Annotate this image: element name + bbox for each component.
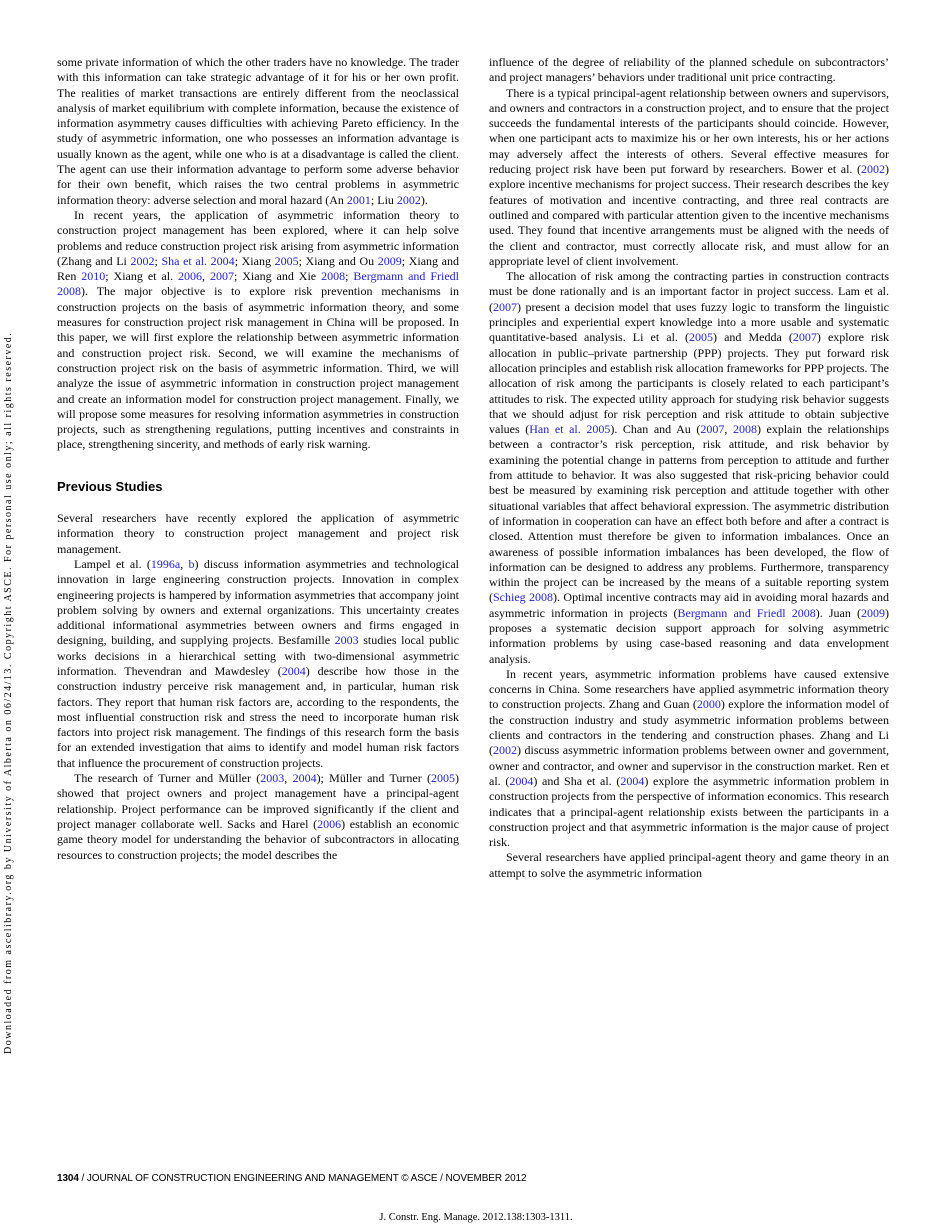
text-run: The allocation of risk among the contracting parties in construction contracts must be done rationally and is an important factor in project success. Lam et al. ( bbox=[489, 269, 889, 314]
text-run: ) and Medda ( bbox=[713, 330, 793, 345]
citation-link[interactable]: b bbox=[188, 556, 195, 571]
paragraph bbox=[489, 86, 889, 270]
paragraph bbox=[57, 771, 459, 863]
text-run: Several researchers have applied principal-agent theory and game theory in an attempt to solve the asymmetric information bbox=[489, 850, 889, 880]
section-heading: Previous Studies bbox=[57, 478, 163, 494]
text-run: There is a typical principal-agent relationship between owners and supervisors, and owners and contractors in a construction project, and to ensure that the project succeeds the fundamental interests of the participants should coincide. However, when one participant acts to maximize his or her own interests, his or her actions may adversely affect the interests of others. Several effective measures for reducing project risk have been put forward by researchers. Bower et al. ( bbox=[489, 85, 889, 177]
text-run: some private information of which the other traders have no knowledge. The trader with this information can take strategic advantage of it for his or her own profit. The realities of market transactions are entirely different from the neoclassical analysis of market equilibrium with complete information, because the existence of information asymmetry causes difficulties with achieving Pareto efficiency. In the study of asymmetric information, one who possesses an information advantage is usually known as the agent, while one who is at a disadvantage is called the client. The agent can use their information advantage to perform some adverse behavior for their own benefit, which raises the two central problems in asymmetric information theory: adverse selection and moral hazard (An bbox=[57, 55, 459, 207]
paragraph bbox=[489, 55, 889, 86]
journal-name-text: / JOURNAL OF CONSTRUCTION ENGINEERING AND MANAGEMENT © ASCE / NOVEMBER 2012 bbox=[78, 1173, 527, 1184]
text-run: ). Chan and Au ( bbox=[610, 422, 701, 437]
text-run: ; Xiang and Xie bbox=[233, 269, 322, 284]
download-copyright-sidebar-text: Downloaded from ascelibrary.org by University of Alberta on 06/24/13. Copyright ASCE. For personal use only; all rights reserved. bbox=[3, 331, 14, 1054]
paragraph bbox=[489, 269, 889, 667]
text-run: , bbox=[724, 422, 733, 437]
citation-link[interactable]: 2003 bbox=[260, 771, 285, 786]
text-run: ) explore risk allocation in public–private partnership (PPP) projects. They put forward risk allocation principles and establish risk allocation frameworks for PPP projects. The allocation of risk among the participants is closely related to each participant’s attitudes to risk. The expected utility approach for studying risk behavior suggests that we should adjust for risk perception and risk attitude to obtain subjective values ( bbox=[489, 330, 890, 437]
paragraph bbox=[57, 208, 459, 453]
text-run: ) explain the relationships between a contractor’s risk perception, risk attitude, and risk behavior by examining the potential change in patterns from perception to attitude and further from attitude to behavior. It was also suggested that risk-pricing behavior could best be measured by examining risk perception and attitude together with other situational variables that affect behavioral expression. The asymmetric distribution of information in cooperation can have an effect both before and after a contract is closed. Attention must therefore be given to information imbalances. Once an awareness of possible information imbalances has been developed, the flow of information can be designed to address any problems. Furthermore, transparency within the project can be increased by the means of a suitable reporting system ( bbox=[489, 422, 890, 605]
citation-link[interactable]: 2007 bbox=[209, 269, 234, 284]
text-run: ). bbox=[420, 192, 428, 207]
text-run: , bbox=[180, 556, 189, 571]
text-run: ; bbox=[154, 253, 162, 268]
text-run: ) present a decision model that uses fuzzy logic to transform the linguistic principles and experiential expert knowledge into a more usable and systematic quantitative-based analysis. Li et al. ( bbox=[489, 299, 889, 345]
text-run: ) establish an economic game theory model for understanding the behavior of subcontractors in allocating resources to construction projects; the model describes the bbox=[57, 816, 459, 862]
paragraph bbox=[57, 55, 459, 208]
citation-link[interactable]: 2001 bbox=[346, 192, 371, 207]
text-run: ) discuss asymmetric information problems between owner and government, owner and contractor, and owner and supervisor in the construction market. Ren et al. ( bbox=[489, 743, 889, 788]
text-run: ). The major objective is to explore risk prevention mechanisms in construction projects on the basis of asymmetric information theory, and some measures for construction project risk management in China will be proposed. In this paper, we will first explore the relationship between asymmetric information and construction project risk. Second, we will examine the mechanisms of construction project risk on the basis of asymmetric information. Third, we will analyze the issue of asymmetric information in construction project management and create an information model for construction project management. Finally, we will propose some measures for resolving information asymmetries in construction projects, such as strengthening regulations, putting incentives and constraints in place, strengthening sincerity, and methods of early risk warning. bbox=[57, 284, 459, 452]
citation-link[interactable]: 2009 bbox=[861, 605, 885, 620]
citation-link[interactable]: 2002 bbox=[396, 192, 421, 207]
text-run: ) showed that project owners and project management have a principal-agent relationship. Project performance can be improved significantly if the client and project manager collaborate well. Sacks and Harel ( bbox=[57, 771, 459, 831]
text-run: ) explore the asymmetric information problem in construction projects from the perspective of information economics. This research indicates that a principal-agent relationship exists between the participants in a construction project and that asymmetric information is the major cause of project risk. bbox=[489, 773, 890, 850]
citation-link[interactable]: 2007 bbox=[700, 422, 725, 437]
citation-link[interactable]: 2002 bbox=[493, 743, 517, 758]
citation-link[interactable]: 1996a bbox=[150, 556, 181, 571]
citation-link[interactable]: 2005 bbox=[274, 253, 299, 268]
text-run: , bbox=[284, 771, 293, 786]
text-run: studies local public works decisions in a hierarchical setting with two-dimensional asymmetric information. Thevendran and Mawdesley ( bbox=[57, 633, 459, 678]
citation-link[interactable]: 2003 bbox=[334, 633, 359, 648]
paragraph bbox=[489, 667, 889, 851]
citation-link[interactable]: Han et al. 2005 bbox=[529, 422, 611, 437]
text-run: ; bbox=[345, 269, 354, 284]
text-run: In recent years, asymmetric information problems have caused extensive concerns in China. Some researchers have applied asymmetric information theory to construction projects. Zhang and Guan ( bbox=[489, 666, 889, 712]
left-text-column bbox=[57, 55, 459, 863]
citation-link[interactable]: 2004 bbox=[509, 773, 534, 788]
text-run: In recent years, the application of asymmetric information theory to construction project management has been explored, where it can help solve problems and reduce construction project risk arising from asymmetric information (Zhang and Li bbox=[57, 207, 459, 268]
citation-link[interactable]: 2005 bbox=[431, 771, 455, 786]
text-run: ; Xiang and Ou bbox=[298, 253, 378, 268]
citation-link[interactable]: Bergmann and Friedl 2008 bbox=[677, 605, 816, 620]
citation-link[interactable]: 2008 bbox=[732, 422, 757, 437]
citation-link[interactable]: 2006 bbox=[317, 816, 342, 831]
text-run: ) proposes a systematic decision support approach for solving asymmetric information problems by using case-based reasoning and data envelopment analysis. bbox=[489, 605, 889, 666]
citation-link[interactable]: Sha et al. 2004 bbox=[161, 253, 235, 268]
text-run: , bbox=[202, 269, 210, 284]
text-run: ; Xiang and Ren bbox=[57, 253, 459, 284]
text-run: ; Xiang bbox=[234, 253, 275, 268]
text-run: ) explore the information model of the construction industry and study asymmetric information problems between clients and contractors in the tendering and construction phases. Zhang and Li ( bbox=[489, 697, 889, 758]
citation-link[interactable]: 2009 bbox=[377, 253, 402, 268]
citation-link[interactable]: 2007 bbox=[792, 330, 817, 345]
text-run: influence of the degree of reliability of the planned schedule on subcontractors’ and project managers’ behaviors under traditional unit price contracting. bbox=[489, 55, 889, 85]
citation-link[interactable]: 2005 bbox=[689, 330, 713, 345]
text-run: ; Liu bbox=[370, 192, 397, 207]
text-run: Several researchers have recently explored the application of asymmetric information theory to construction project management and project risk management. bbox=[57, 511, 459, 556]
citation-link[interactable]: 2002 bbox=[861, 162, 885, 177]
right-text-column bbox=[489, 55, 889, 881]
text-run: ) and Sha et al. ( bbox=[533, 773, 621, 788]
citation-link[interactable]: Schieg 2008 bbox=[493, 590, 554, 605]
text-run: ) describe how those in the construction industry perceive risk management and, in particular, human risk factors. They report that human risk factors are, according to the respondents, the most influential construction risk and stress the need to incorporate human risk factors into project risk management. The findings of this research form the basis for an extended investigation that aims to identify and model human risk factors that influence the procurement of construction projects. bbox=[57, 663, 459, 770]
text-run: ) explore incentive mechanisms for project success. Their research describes the key features of motivation and incentive contracting, and three real contracts are outlined and compared with particular attention given to the incentive mechanisms used. They found that incentive arrangements must be aligned with the needs of the client and contractor, must correctly allocate risk, and must allow for an appropriate level of client involvement. bbox=[489, 162, 889, 268]
paragraph bbox=[489, 850, 889, 881]
citation-link[interactable]: 2004 bbox=[620, 773, 645, 788]
text-run: ). Juan ( bbox=[815, 605, 861, 620]
citation-link[interactable]: 2004 bbox=[281, 663, 306, 678]
citation-link[interactable]: 2002 bbox=[130, 253, 155, 268]
text-run: ); Müller and Turner ( bbox=[316, 771, 431, 786]
citation-link[interactable]: 2010 bbox=[81, 269, 106, 284]
citation-link[interactable]: 2007 bbox=[493, 299, 517, 314]
citation-link[interactable]: 2000 bbox=[696, 697, 721, 712]
citation-link[interactable]: Bergmann and Friedl 2008 bbox=[57, 269, 460, 299]
citation-link[interactable]: 2004 bbox=[292, 771, 317, 786]
paragraph bbox=[57, 557, 459, 771]
paragraph bbox=[57, 511, 459, 557]
text-run: ) discuss information asymmetries and technological innovation in large engineering construction projects. Innovation in complex engineering projects is hampered by information asymmetries that accompany joint problem solving by owners and external organizations. This uncertainty creates additional informational asymmetries between owners and firms engaged in designing, building, and supplying projects. Besfamille bbox=[57, 556, 460, 648]
citation-doi-line: J. Constr. Eng. Manage. 2012.138:1303-1311. bbox=[379, 1212, 573, 1223]
text-run: ; Xiang et al. bbox=[105, 269, 179, 284]
text-run: ). Optimal incentive contracts may aid in avoiding moral hazards and asymmetric information in projects ( bbox=[489, 590, 889, 620]
text-run: The research of Turner and Müller ( bbox=[74, 771, 261, 786]
text-run: Lampel et al. ( bbox=[74, 556, 151, 571]
citation-link[interactable]: 2006 bbox=[178, 269, 203, 284]
page-number: 1304 bbox=[57, 1173, 79, 1184]
journal-footer bbox=[57, 1173, 527, 1184]
citation-link[interactable]: 2008 bbox=[321, 269, 346, 284]
